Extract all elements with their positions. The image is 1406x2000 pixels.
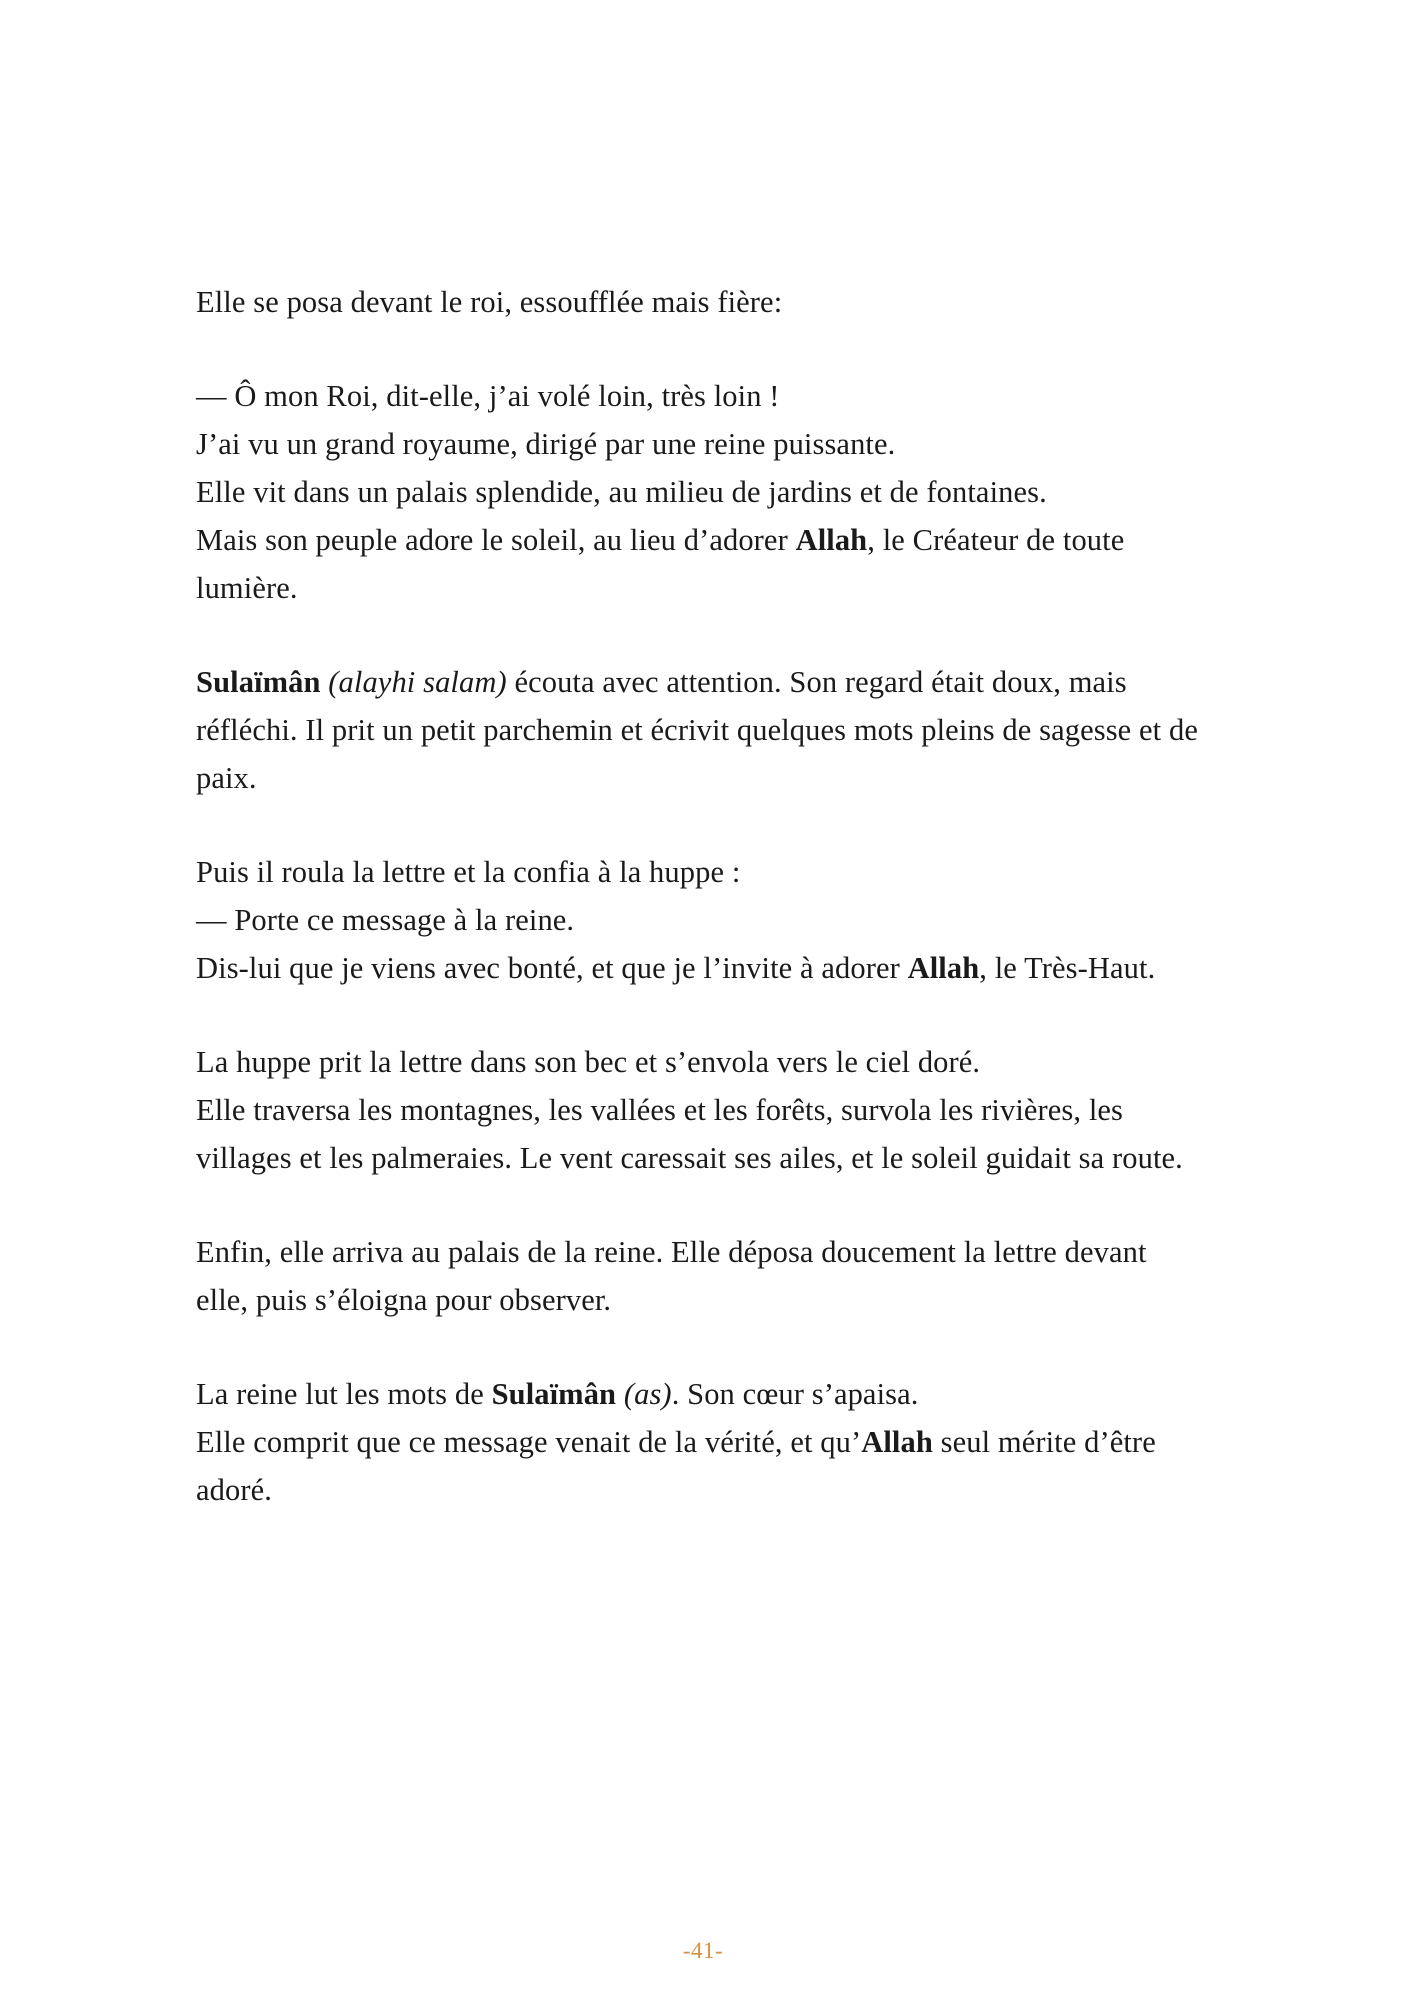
paragraph-7-line-1-before: La reine lut les mots de: [196, 1377, 492, 1411]
paragraph-7-line-2-after: seul mérite d’être adoré.: [196, 1425, 1156, 1507]
paragraph-2-line-1: — Ô mon Roi, dit-elle, j’ai volé loin, très loin !: [196, 379, 780, 413]
space-2: [616, 1377, 624, 1411]
honorific-as: (as): [623, 1377, 672, 1411]
paragraph-2-line-2: J’ai vu un grand royaume, dirigé par une reine puissante.: [196, 427, 896, 461]
page-body-text: [196, 278, 1206, 1514]
paragraph-1-text: Elle se posa devant le roi, essoufflée mais fière:: [196, 285, 783, 319]
paragraph-2-line-4-before: Mais son peuple adore le soleil, au lieu d’adorer: [196, 523, 796, 557]
paragraph-3: [196, 658, 1206, 802]
paragraph-6: [196, 1228, 1206, 1324]
emphasis-allah-2: Allah: [907, 951, 980, 985]
paragraph-7-line-1-after: . Son cœur s’apaisa.: [671, 1377, 919, 1411]
paragraph-2-line-4-after: , le Créateur de toute lumière.: [196, 523, 1125, 605]
paragraph-4-line-2: — Porte ce message à la reine.: [196, 903, 575, 937]
paragraph-2-line-3: Elle vit dans un palais splendide, au milieu de jardins et de fontaines.: [196, 475, 1047, 509]
honorific-alayhi-salam: (alayhi salam): [328, 665, 507, 699]
emphasis-allah: Allah: [795, 523, 868, 557]
paragraph-1: [196, 278, 1206, 326]
paragraph-6-text: Enfin, elle arriva au palais de la reine. Elle déposa doucement la lettre devant elle, puis s’éloigna pour observer.: [196, 1235, 1147, 1317]
paragraph-4-line-3-after: , le Très-Haut.: [979, 951, 1156, 985]
paragraph-5: [196, 1038, 1206, 1182]
paragraph-4-line-3-before: Dis-lui que je viens avec bonté, et que je l’invite à adorer: [196, 951, 908, 985]
paragraph-3-rest: écouta avec attention. Son regard était doux, mais réfléchi. Il prit un petit parchemin et écrivit quelques mots pleins de sagesse et de paix.: [196, 665, 1198, 795]
paragraph-5-line-2: Elle traversa les montagnes, les vallées et les forêts, survola les rivières, les villages et les palmeraies. Le vent caressait ses ailes, et le soleil guidait sa route.: [196, 1093, 1183, 1175]
paragraph-2: [196, 372, 1206, 612]
paragraph-4-line-1: Puis il roula la lettre et la confia à la huppe :: [196, 855, 741, 889]
paragraph-4: [196, 848, 1206, 992]
paragraph-7: [196, 1370, 1206, 1514]
page-number: -41-: [682, 1938, 724, 1963]
paragraph-7-line-2-before: Elle comprit que ce message venait de la vérité, et qu’: [196, 1425, 862, 1459]
emphasis-allah-3: Allah: [861, 1425, 933, 1459]
page-footer: [0, 1938, 1406, 1964]
paragraph-5-line-1: La huppe prit la lettre dans son bec et s’envola vers le ciel doré.: [196, 1045, 981, 1079]
emphasis-sulaiman: Sulaïmân: [196, 665, 321, 699]
emphasis-sulaiman-2: Sulaïmân: [491, 1377, 617, 1411]
